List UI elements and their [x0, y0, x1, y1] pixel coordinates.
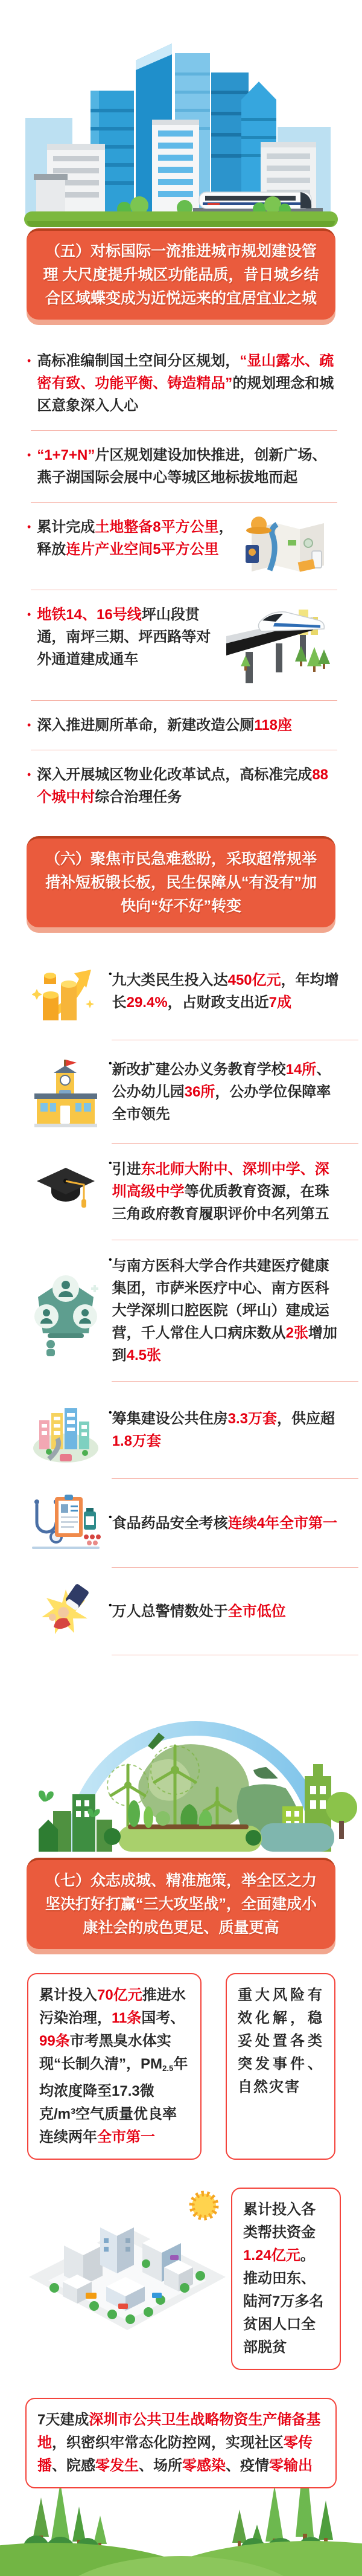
graduation-cap-icon — [36, 1164, 96, 1220]
bullet-dot-icon: • — [109, 1255, 112, 1265]
coins-growth-icon — [32, 958, 100, 1025]
separator — [31, 430, 337, 431]
bullet-dot-icon: • — [109, 1408, 112, 1418]
bullet-text: 九大类民生投入达450亿元，年均增长29.4%，占财政支出近7成 — [112, 972, 339, 1011]
bullet-text: 累计完成土地整备8平方公里，释放连片产业空间5平方公里 — [37, 519, 233, 558]
bullet-dot-icon: • — [109, 1058, 112, 1069]
bullet-metro — [27, 604, 341, 687]
city-skyline-illustration — [0, 0, 362, 228]
bullet-dot-icon: • — [27, 355, 31, 367]
bullet-text: 深入开展城区物业化改革试点，高标准完成88个城中村综合治理任务 — [37, 767, 329, 805]
bullet-toilets — [27, 714, 341, 736]
section7-header: （七）众志成城、精准施策，举全区之力坚决打好打赢“三大攻坚战”，全面建成小康社会的成色更足、质量更高 — [27, 1858, 335, 1949]
bullet-text: 地铁14、16号线坪山段贯通，南坪三期、坪西路等对外通道建成通车 — [37, 607, 211, 668]
separator — [112, 1567, 358, 1568]
section6-list — [0, 958, 362, 1655]
bullet-villages — [27, 764, 341, 808]
risk-box — [226, 1973, 335, 2160]
bullet-dot-icon: • — [109, 1512, 112, 1522]
bullet-text: 万人总警情数处于全市低位 — [112, 1603, 286, 1620]
bullet-dot-icon: • — [27, 521, 31, 533]
row-police — [23, 1582, 341, 1640]
row-schools — [23, 1055, 341, 1129]
row-education-resources — [23, 1158, 341, 1225]
housing-icon — [31, 1396, 101, 1464]
bullet-text: 高标准编制国土空间分区规划，“显山露水、疏密有致、功能平衡、铸造精品”的规划理念和城区意象深入人心 — [37, 353, 334, 414]
bullet-text: “1+7+N”片区规划建设加快推进，创新广场、燕子湖国际会展中心等城区地标拔地而起 — [37, 447, 327, 486]
bullet-text: 深入推进厕所革命，新建改造公厕118座 — [37, 717, 293, 733]
bullet-text: 与南方医科大学合作共建医疗健康集团，市萨米医疗中心、南方医科大学深圳口腔医院（坪山）建成运营，千人常住人口病床数从2张增加到4.5张 — [112, 1258, 337, 1364]
poverty-box — [231, 2188, 341, 2370]
separator — [31, 502, 337, 503]
bullet-dot-icon: • — [109, 969, 112, 979]
row-food-drug — [23, 1493, 341, 1553]
bullet-districts — [27, 444, 341, 489]
bullet-train — [259, 612, 325, 631]
bullet-dot-icon: • — [27, 768, 31, 781]
row-housing — [23, 1396, 341, 1464]
medical-team-icon — [31, 1266, 101, 1356]
bullet-dot-icon: • — [27, 719, 31, 731]
row-livelihood-funds — [23, 958, 341, 1025]
bullet-dot-icon: • — [27, 449, 31, 461]
covid-box — [25, 2398, 337, 2488]
bullet-text: 新改扩建公办义务教育学校14所、公办幼儿园36所，公办学位保障率全市领先 — [112, 1061, 331, 1122]
bullet-land — [27, 516, 341, 576]
isometric-city-illustration — [27, 2185, 227, 2343]
box-text: 累计投入各类帮扶资金1.24亿元。推动田东、陆河7万多名贫困人口全部脱贫 — [243, 2201, 324, 2355]
section7-box-row — [27, 1973, 335, 2160]
box-text: 重大风险有效化解，稳妥处置各类突发事件、自然灾害 — [238, 1987, 323, 2095]
water-pollution-box — [27, 1973, 202, 2160]
pine-trees — [241, 646, 330, 672]
section6-header: （六）聚焦市民急难愁盼，采取超常规举措补短板锻长板，民生保障从“有没有”加快向“好不好”转变 — [27, 836, 335, 927]
poverty-row — [27, 2185, 341, 2370]
box-text: 7天建成深圳市公共卫生战略物资生产储备基地，织密织牢常态化防控网，实现社区零传播、院感零发生、场所零感染、疫情零输出 — [37, 2411, 321, 2474]
separator — [31, 700, 337, 701]
bullet-dot-icon: • — [109, 1158, 112, 1168]
bullet-text: 筹集建设公共住房3.3万套，供应超1.8万套 — [112, 1411, 335, 1449]
school-icon — [34, 1055, 97, 1129]
green-city-left — [39, 1794, 112, 1852]
bullet-planning — [27, 350, 341, 417]
bullet-dot-icon: • — [109, 1600, 112, 1611]
box-text: 累计投入70亿元推进水污染治理，11条国考、99条市考黑臭水体实现“长制久清”，PM2.5年均浓度降至17.3微克/m³空气质量优良率连续两年全市第一 — [39, 1987, 188, 2145]
bullet-text: 食品药品安全考核连续4年全市第一 — [112, 1515, 337, 1531]
section5-header: （五）对标国际一流推进城市规划建设管理 大尺度提升城区功能品质，昔日城乡结合区域蝶变成为近悦远来的宜居宜业之城 — [27, 228, 335, 320]
bullet-text: 引进东北师大附中、深圳中学、深圳高级中学等优质教育资源，在珠三角政府教育履职评价中名列第五 — [112, 1161, 329, 1222]
separator — [112, 1143, 358, 1144]
eco-city-illustration — [0, 1673, 362, 1852]
row-medical — [23, 1255, 341, 1367]
bullet-dot-icon: • — [27, 608, 31, 620]
section5-list — [27, 350, 341, 808]
map-travel-illustration — [241, 516, 328, 576]
separator — [112, 1381, 358, 1382]
police-icon — [36, 1582, 96, 1640]
highspeed-train-illustration — [223, 604, 337, 687]
separator — [112, 1478, 358, 1479]
food-drug-safety-icon — [28, 1493, 103, 1553]
